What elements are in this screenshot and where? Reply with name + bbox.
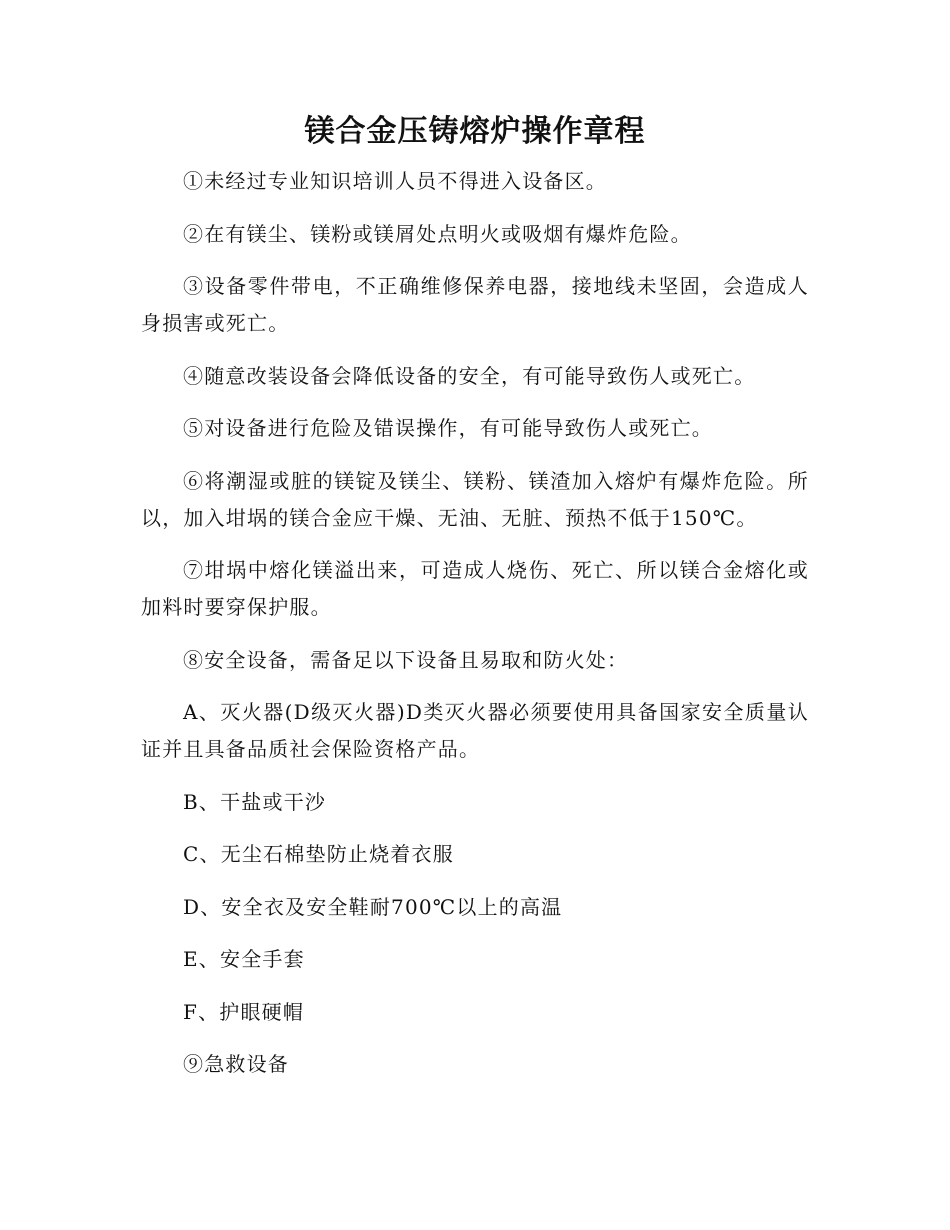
list-item-a: A、灭火器(D级灭火器)D类灭火器必须要使用具备国家安全质量认证并且具备品质社会保险资格产品。 [141, 700, 809, 761]
paragraph-rule-5: ⑤对设备进行危险及错误操作，有可能导致伤人或死亡。 [183, 416, 713, 440]
list-item-d: D、安全衣及安全鞋耐700℃以上的高温 [183, 894, 563, 919]
paragraph-rule-3: ③设备零件带电，不正确维修保养电器，接地线未坚固，会造成人身损害或死亡。 [141, 274, 809, 335]
document-title: 镁合金压铸熔炉操作章程 [304, 114, 646, 149]
paragraph-rule-8: ⑧安全设备，需备足以下设备且易取和防火处： [183, 647, 629, 672]
list-item-f: F、护眼硬帽 [183, 999, 305, 1024]
paragraph-rule-2: ②在有镁尘、镁粉或镁屑处点明火或吸烟有爆炸危险。 [183, 221, 692, 246]
paragraph-rule-7: ⑦坩埚中熔化镁溢出来，可造成人烧伤、死亡、所以镁合金熔化或加料时要穿保护服。 [141, 558, 809, 619]
paragraph-rule-1: ①未经过专业知识培训人员不得进入设备区。 [183, 169, 607, 193]
list-item-e: E、安全手套 [183, 947, 305, 971]
paragraph-rule-9: ⑨急救设备 [183, 1052, 289, 1076]
list-item-c: C、无尘石棉垫防止烧着衣服 [183, 842, 454, 866]
list-item-b: B、干盐或干沙 [183, 789, 327, 814]
document-body [141, 163, 809, 1099]
paragraph-rule-6: ⑥将潮湿或脏的镁锭及镁尘、镁粉、镁渣加入熔炉有爆炸危险。所以，加入坩埚的镁合金应干燥、无油、无脏、预热不低于150℃。 [141, 468, 809, 530]
paragraph-rule-4: ④随意改装设备会降低设备的安全，有可能导致伤人或死亡。 [183, 363, 756, 388]
